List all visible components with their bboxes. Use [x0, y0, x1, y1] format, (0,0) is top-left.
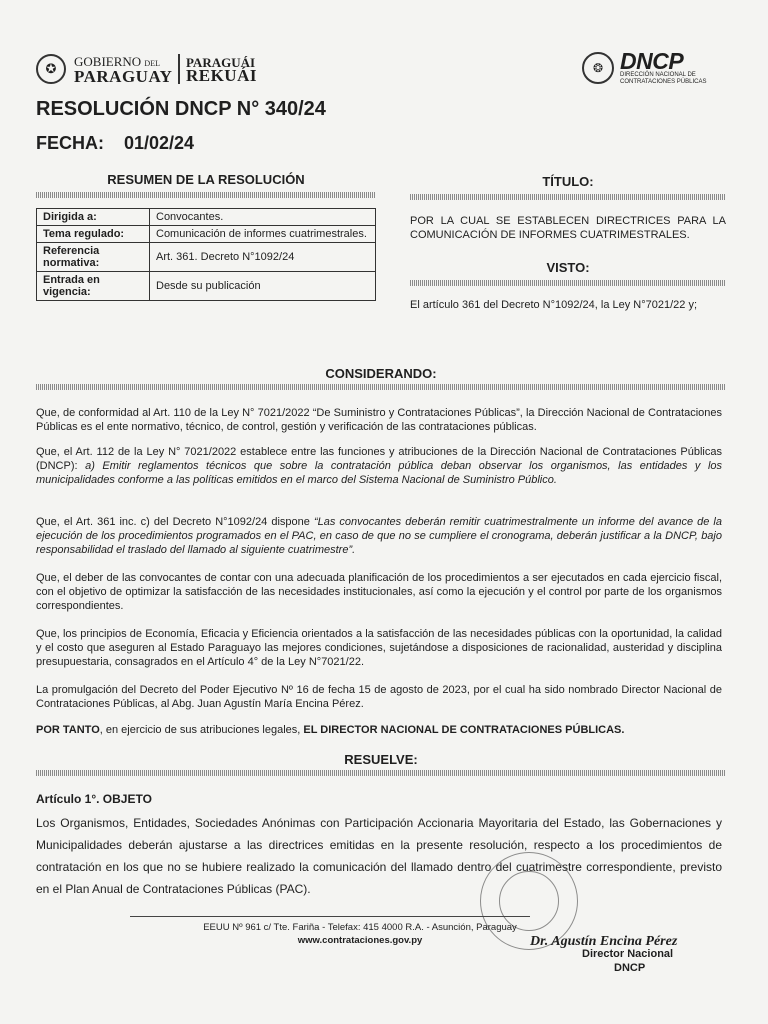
footer-web: www.contrataciones.gov.py	[297, 935, 423, 946]
visto-heading: VISTO:	[546, 260, 590, 275]
date-label: FECHA:	[36, 133, 104, 153]
considerando-p5: Que, los principios de Economía, Eficacia y Eficiencia orientados a la satisfacción de las necesidades públicas con la oportunidad, la calidad y el costo que aseguren al Estado Paraguayo las mejores condiciones, sujetándose a disposiciones de racionalidad, austeridad y disciplina presupuestaria, consagrados en el Artículo 4° de la Ley N°7021/22.	[36, 628, 722, 668]
considerando-heading: CONSIDERANDO:	[325, 366, 437, 381]
row-key: Dirigida a:	[37, 209, 150, 226]
article-1-text: Los Organismos, Entidades, Sociedades Anónimas con Participación Accionaria Mayoritaria del Estado, las Gobernaciones y Municipalidades deberán ajustarse a las directrices emitidas en la presente resolución, respecto a los procedimientos de contratación en los que no se hubiere realizado la comunicación del llamado dentro del cuatrimestre correspondiente, previsto en el Plan Anual de Contrataciones Públicas (PAC).	[36, 816, 722, 896]
table-row	[37, 243, 376, 272]
gobierno-line2: PARAGUAY	[74, 67, 173, 86]
row-value: Desde su publicación	[150, 272, 376, 301]
dotted-rule	[36, 192, 376, 198]
resuelve-heading: RESUELVE:	[344, 752, 418, 767]
signature-org: DNCP	[614, 962, 646, 974]
footer-rule	[130, 916, 530, 917]
gobierno-logo	[36, 54, 257, 84]
dncp-wordmark: DNCP	[620, 48, 684, 74]
resolution-title: RESOLUCIÓN DNCP N° 340/24	[36, 98, 326, 120]
considerando-p2	[36, 445, 722, 487]
gobierno-del: DEL	[144, 59, 160, 68]
paraguai-line2: REKUÁI	[185, 66, 257, 85]
gobierno-text	[74, 54, 173, 86]
por-tanto: POR TANTO	[36, 724, 100, 736]
p2-text: Que, el Art. 112 de la Ley N° 7021/2022 establece entre las funciones y atribuciones de la Dirección Nacional de Contrataciones Públicas (DNCP):	[36, 446, 722, 472]
article-1-title: Artículo 1°. OBJETO	[36, 792, 152, 806]
p7-text: , en ejercicio de sus atribuciones legales,	[99, 724, 304, 736]
titulo-text: POR LA CUAL SE ESTABLECEN DIRECTRICES PARA LA COMUNICACIÓN DE INFORMES CUATRIMESTRALES.	[410, 215, 726, 241]
paraguai-text	[185, 55, 257, 85]
p3-text: Que, el Art. 361 inc. c) del Decreto N°1092/24 dispone	[36, 516, 314, 528]
table-row	[37, 226, 376, 243]
resumen-heading: RESUMEN DE LA RESOLUCIÓN	[107, 172, 305, 187]
paraguai-line1: PARAGUÁI	[185, 55, 256, 70]
dotted-rule	[410, 280, 726, 286]
dotted-rule	[410, 194, 726, 200]
considerando-p3	[36, 515, 722, 557]
row-key: Tema regulado:	[37, 226, 150, 243]
dncp-logo	[582, 50, 706, 86]
coat-of-arms-icon: ✪	[36, 54, 66, 84]
row-value: Art. 361. Decreto N°1092/24	[150, 243, 376, 272]
dncp-sub1: DIRECCIÓN NACIONAL DE	[620, 72, 696, 78]
signature-role: Director Nacional	[582, 948, 674, 960]
titulo-heading: TÍTULO:	[542, 174, 594, 189]
date-value: 01/02/24	[124, 133, 195, 153]
date-line	[36, 133, 194, 154]
dncp-emblem-icon: ❂	[582, 52, 614, 84]
signature-name: Dr. Agustín Encina Pérez	[530, 934, 678, 949]
dotted-rule	[36, 384, 726, 390]
considerando-p1: Que, de conformidad al Art. 110 de la Ley N° 7021/2022 “De Suministro y Contrataciones Públicas”, la Dirección Nacional de Contrataciones Públicas es el ente normativo, técnico, de control, gestión y verificación de las contrataciones públicas.	[36, 407, 722, 433]
considerando-p4: Que, el deber de las convocantes de contar con una adecuada planificación de los procedimientos a ser ejecutados en cada ejercicio fiscal, con el objetivo de optimizar la satisfacción de las necesidades institucionales, así como la ejecución y el control por parte de los organismos correspondientes.	[36, 572, 722, 612]
table-row	[37, 209, 376, 226]
row-key: Entrada en vigencia:	[37, 272, 150, 301]
dotted-rule	[36, 770, 726, 776]
p2-quote: a) Emitir reglamentos técnicos que sobre la contratación pública deban observar los organismos, las entidades y los municipalidades conforme a las políticas emitidos en el marco del Sistema Nacional de Suministro Público.	[36, 460, 723, 486]
table-row	[37, 272, 376, 301]
director-text: EL DIRECTOR NACIONAL DE CONTRATACIONES PÚBLICAS.	[303, 724, 625, 736]
logo-divider	[178, 54, 180, 84]
row-value: Convocantes.	[150, 209, 376, 226]
summary-table	[36, 208, 376, 301]
considerando-p6: La promulgación del Decreto del Poder Ejecutivo Nº 16 de fecha 15 de agosto de 2023, por el cual ha sido nombrado Director Nacional de Contrataciones Públicas, al Abg. Juan Agustín María Encina Pérez.	[36, 684, 722, 710]
p3-quote: “Las convocantes deberán remitir cuatrimestralmente un informe del avance de la ejecución de los procedimientos programados en el PAC, en caso de que no se cumpliere el cronograma, deberán justificar a la DNCP, bajo responsabilidad el traslado del llamado al siguiente cuatrimestre”.	[36, 516, 722, 556]
considerando-p7	[36, 723, 722, 737]
gobierno-line1: GOBIERNO	[74, 54, 142, 69]
row-value: Comunicación de informes cuatrimestrales.	[150, 226, 376, 243]
row-key: Referencia normativa:	[37, 243, 150, 272]
visto-text: El artículo 361 del Decreto N°1092/24, la Ley N°7021/22 y;	[410, 299, 698, 311]
footer-address: EEUU Nº 961 c/ Tte. Fariña - Telefax: 415 4000 R.A. - Asunción, Paraguay	[203, 922, 517, 933]
dncp-sub2: CONTRATACIONES PÚBLICAS	[620, 79, 707, 85]
